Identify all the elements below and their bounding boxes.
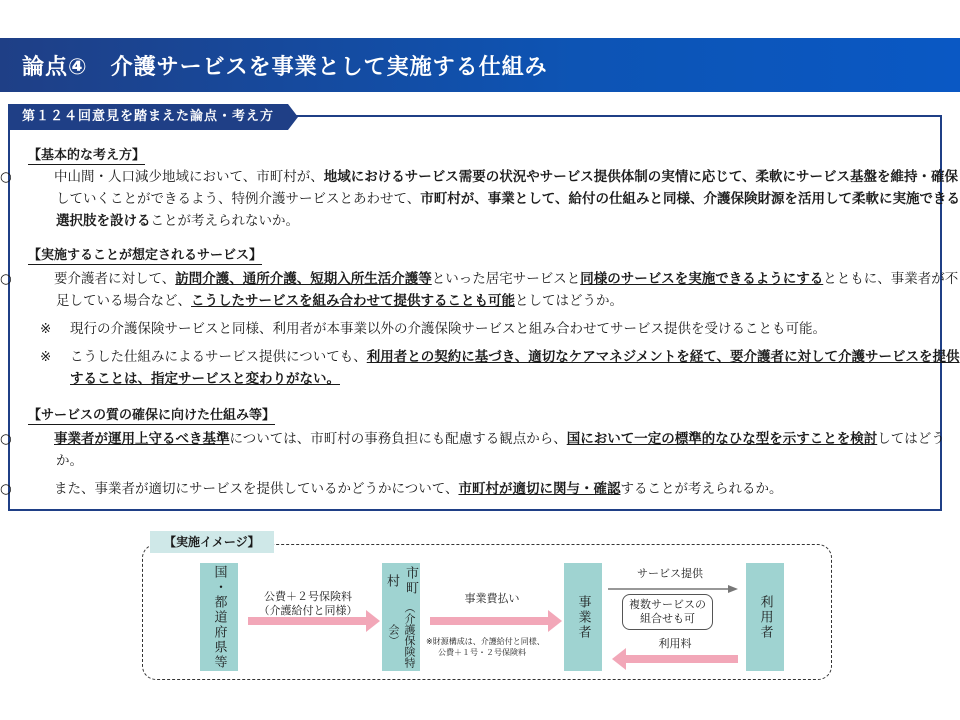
section-title-basic: 【基本的な考え方】 (28, 144, 145, 165)
arrow-funding-head (366, 610, 380, 632)
bullet-mark: ○ (0, 481, 12, 497)
entity-municipality: 市町村 （介護保険特会） (382, 563, 420, 671)
entity-provider: 事業者 (564, 563, 602, 671)
combination-note-bubble: 複数サービスの 組合せも可 (622, 594, 713, 630)
bullet-mark: ○ (0, 431, 12, 447)
arrow-fee-label: 利用料 (658, 637, 692, 650)
bullet-mark: ○ (0, 271, 12, 287)
quality-paragraph-2: ○ また、事業者が適切にサービスを提供しているかどうかについて、市町村が適切に関与・確認することが考えられるか。 (28, 478, 960, 500)
services-note-1: ※ 現行の介護保険サービスと同様、利用者が本事業以外の介護保険サービスと組み合わせてサービス提供を受けることも可能。 (40, 321, 826, 337)
section-title-quality: 【サービスの質の確保に向けた仕組み等】 (28, 404, 275, 425)
quality-paragraph-1: ○ 事業者が運用上守るべき基準については、市町村の事務負担にも配慮する観点から、国において一定の標準的なひな型を示すことを検討してはどうか。 (28, 428, 960, 472)
section-title-services: 【実施することが想定されるサービス】 (28, 244, 262, 265)
arrow-payment-label: 事業費払い (464, 592, 520, 605)
bullet-mark: ○ (0, 169, 12, 185)
services-note-2: ※ こうした仕組みによるサービス提供についても、利用者との契約に基づき、適切なケアマネジメントを経て、要介護者に対して介護サービスを提供することは、指定サービスと変わりがない。 (40, 349, 960, 387)
page-title: 論点④ 介護サービスを事業として実施する仕組み (22, 55, 548, 80)
arrow-payment-note: ※財源構成は、介護給付と同様、 公費＋１号・２号保険料 (426, 637, 545, 657)
arrow-payment-shaft (430, 617, 548, 625)
basic-paragraph: ○ 中山間・人口減少地域において、市町村が、地域におけるサービス需要の状況やサービス提供体制の実情に応じて、柔軟にサービス基盤を維持・確保していくことができるよう、特例介護サービスとあわせて、市町村が、事業として、給付の仕組みと同様、介護保険財源を活用して柔軟に実施できる選択肢を設けることが考えられないか。 (28, 166, 960, 232)
arrow-service-head (728, 585, 738, 593)
implementation-image-tab: 【実施イメージ】 (150, 531, 274, 553)
arrow-funding-shaft (248, 617, 366, 625)
arrow-funding-label: 公費＋２号保険料 （介護給付と同様） (258, 590, 358, 617)
arrow-payment-head (548, 610, 562, 632)
arrow-fee-head (612, 648, 626, 670)
arrow-service-label: サービス提供 (637, 567, 703, 580)
entity-government: 国・都道府県等 (200, 563, 238, 671)
main-box-tab: 第１２４回意見を踏まえた論点・考え方 (8, 104, 288, 130)
arrow-fee-shaft (626, 655, 738, 663)
entity-user: 利用者 (746, 563, 784, 671)
services-paragraph: ○ 要介護者に対して、訪問介護、通所介護、短期入所生活介護等といった居宅サービスと同様のサービスを実施できるようにするとともに、事業者が不足している場合など、こうしたサービスを組み合わせて提供することも可能としてはどうか。 (28, 268, 960, 312)
